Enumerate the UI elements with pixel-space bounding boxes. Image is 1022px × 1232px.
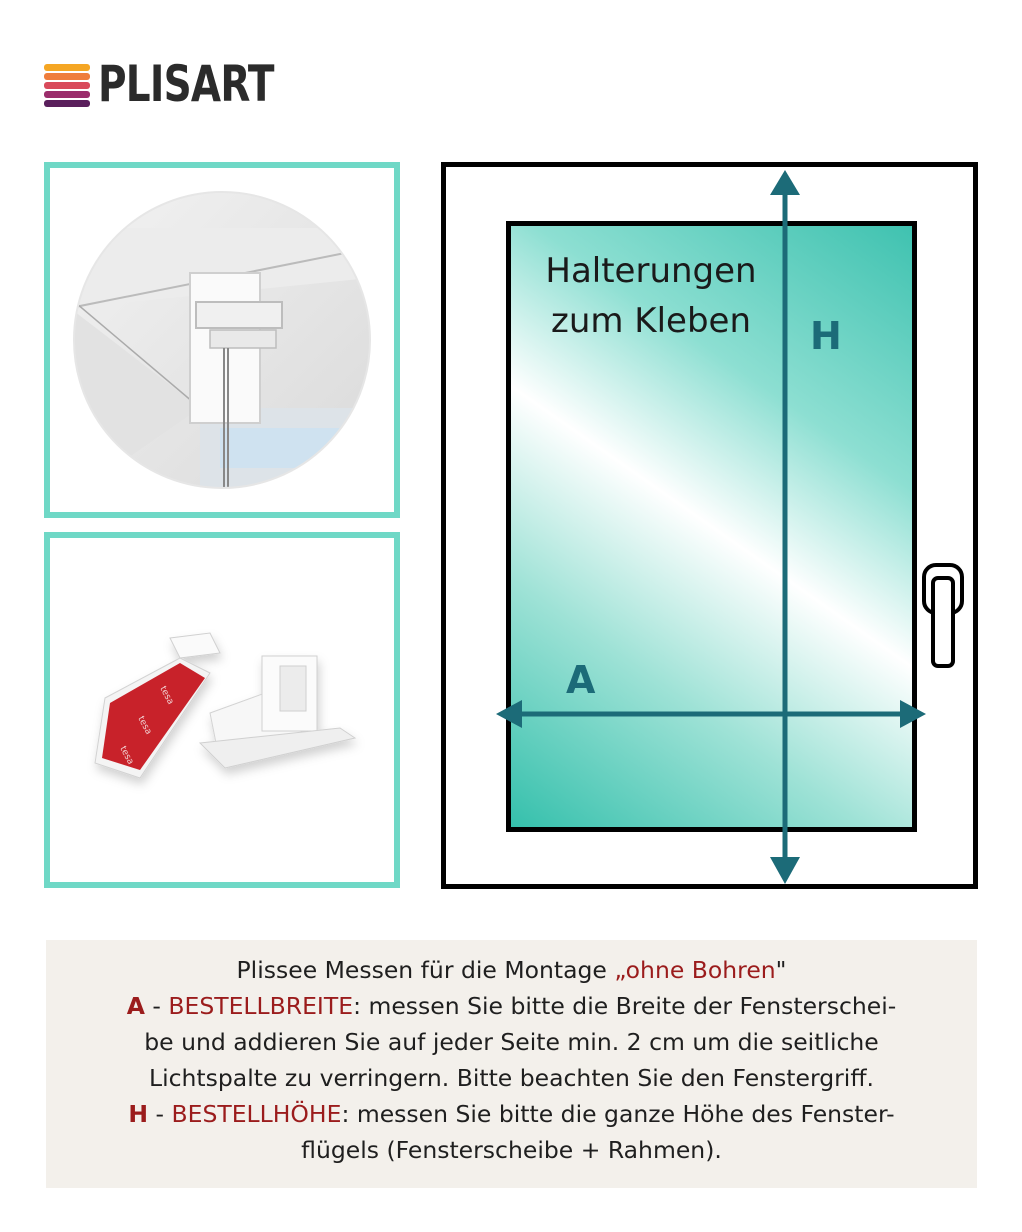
window-handle-icon	[924, 565, 962, 666]
glass-label-line2: zum Kleben	[550, 301, 752, 341]
instruction-width: A - BESTELLBREITE: messen Sie bitte die Breite der Fensterschei-	[126, 992, 897, 1020]
height-letter: H	[810, 314, 842, 358]
instruction-width-cont2: Lichtspalte zu verringern. Bitte beachten Sie den Fenstergriff.	[148, 1064, 874, 1092]
svg-text:tesa: tesa	[157, 684, 176, 707]
glass-label-line1: Halterungen	[545, 251, 757, 291]
instruction-height: H - BESTELLHÖHE: messen Sie bitte die ganze Höhe des Fenster-	[128, 1100, 895, 1128]
height-arrow-top-icon	[770, 170, 800, 195]
width-arrow-right-icon	[900, 700, 926, 728]
svg-text:tesa: tesa	[117, 744, 136, 767]
measuring-instructions	[46, 940, 977, 1188]
svg-text:tesa: tesa	[135, 714, 154, 737]
instruction-width-cont: be und addieren Sie auf jeder Seite min. 2 cm um die seitliche	[144, 1028, 879, 1056]
brand-name: PLISART	[98, 55, 274, 113]
instruction-title: Plissee Messen für die Montage „ohne Bohren"	[236, 956, 787, 984]
instruction-height-cont: flügels (Fensterscheibe + Rahmen).	[301, 1136, 722, 1164]
width-arrow-left-icon	[496, 700, 522, 728]
width-letter: A	[566, 658, 596, 702]
height-arrow-bottom-icon	[770, 857, 800, 884]
